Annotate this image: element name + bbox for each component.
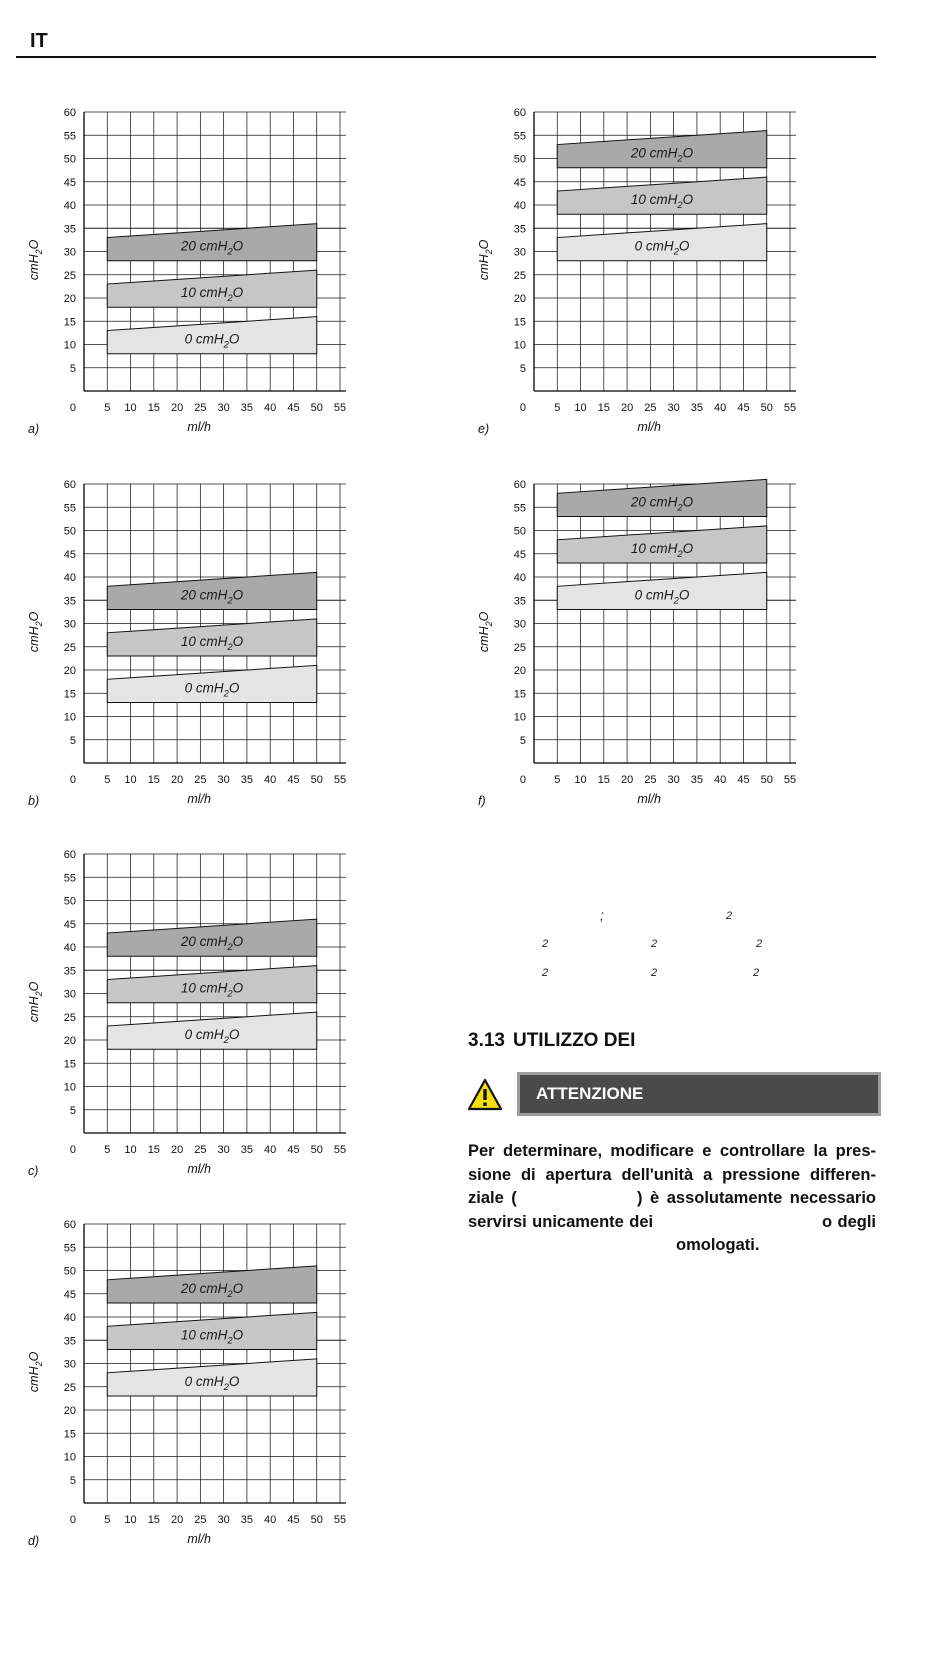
x-origin-label: 0 bbox=[519, 402, 526, 414]
y-axis-label: cmH$_2$O bbox=[477, 239, 494, 281]
band-label: 20 cmH$_2$O bbox=[180, 934, 244, 954]
y-tick-label: 45 bbox=[63, 1288, 76, 1301]
band-label: 0 cmH$_2$O bbox=[634, 587, 690, 607]
band-label: 0 cmH$_2$O bbox=[634, 238, 690, 258]
pressure-chart-b bbox=[22, 479, 372, 817]
band-label: 0 cmH$_2$O bbox=[184, 1373, 240, 1393]
y-tick-label: 30 bbox=[63, 618, 76, 631]
y-tick-label: 35 bbox=[63, 965, 76, 978]
y-tick-label: 45 bbox=[513, 176, 526, 189]
panel-label: f) bbox=[478, 794, 486, 808]
y-tick-label: 10 bbox=[513, 339, 526, 352]
panel-label: e) bbox=[478, 422, 490, 436]
x-tick-label: 40 bbox=[714, 774, 727, 786]
x-tick-label: 40 bbox=[714, 402, 727, 414]
stray-glyph: 2 bbox=[756, 938, 763, 950]
y-tick-label: 10 bbox=[513, 711, 526, 724]
x-tick-label: 35 bbox=[690, 774, 704, 786]
y-tick-label: 20 bbox=[63, 293, 76, 305]
y-tick-label: 40 bbox=[63, 1312, 76, 1324]
warning-body bbox=[468, 1140, 876, 1258]
y-tick-label: 20 bbox=[63, 665, 76, 677]
x-axis-label: ml/h bbox=[637, 420, 662, 434]
y-tick-label: 55 bbox=[513, 130, 526, 143]
x-origin-label: 0 bbox=[69, 1144, 76, 1156]
x-tick-label: 5 bbox=[104, 774, 111, 786]
y-tick-label: 50 bbox=[63, 1265, 76, 1278]
y-tick-label: 5 bbox=[519, 734, 526, 747]
y-tick-label: 40 bbox=[513, 572, 526, 584]
y-tick-label: 60 bbox=[63, 107, 76, 119]
y-tick-label: 55 bbox=[63, 502, 76, 515]
y-tick-label: 50 bbox=[63, 895, 76, 908]
y-tick-label: 40 bbox=[63, 942, 76, 954]
x-tick-label: 10 bbox=[574, 774, 587, 786]
x-tick-label: 20 bbox=[620, 774, 634, 786]
x-tick-label: 40 bbox=[264, 402, 277, 414]
y-tick-label: 10 bbox=[63, 711, 76, 724]
y-tick-label: 10 bbox=[63, 339, 76, 352]
x-axis-label: ml/h bbox=[187, 1162, 212, 1176]
x-tick-label: 10 bbox=[574, 402, 587, 414]
x-tick-label: 40 bbox=[264, 774, 277, 786]
y-tick-label: 5 bbox=[69, 1474, 76, 1487]
section-number: 3.13 bbox=[468, 1030, 505, 1051]
y-tick-label: 60 bbox=[513, 107, 526, 119]
warning-body-line: ziale ( ) è assolutamente necessario bbox=[468, 1189, 876, 1207]
stray-glyph: 2 bbox=[651, 938, 658, 950]
band-label: 20 cmH$_2$O bbox=[180, 1280, 244, 1300]
y-tick-label: 15 bbox=[63, 1428, 76, 1441]
stray-glyph: 2 bbox=[726, 910, 733, 922]
band-label: 20 cmH$_2$O bbox=[180, 587, 244, 607]
y-tick-label: 5 bbox=[69, 734, 76, 747]
x-tick-label: 35 bbox=[690, 402, 704, 414]
x-tick-label: 30 bbox=[217, 1514, 230, 1526]
language-tag: IT bbox=[30, 30, 48, 52]
x-tick-label: 50 bbox=[310, 774, 323, 786]
band-label: 10 cmH$_2$O bbox=[180, 633, 244, 653]
section-title: UTILIZZO DEI bbox=[512, 1030, 636, 1051]
x-tick-label: 45 bbox=[287, 1514, 300, 1526]
header-rule bbox=[16, 56, 876, 58]
y-tick-label: 25 bbox=[513, 269, 526, 282]
band-label: 20 cmH$_2$O bbox=[630, 494, 694, 514]
x-tick-label: 5 bbox=[104, 1514, 111, 1526]
y-tick-label: 50 bbox=[513, 525, 526, 538]
x-tick-label: 30 bbox=[667, 402, 680, 414]
pressure-chart-d bbox=[22, 1219, 372, 1557]
band-label: 10 cmH$_2$O bbox=[630, 540, 694, 560]
x-tick-label: 50 bbox=[310, 1144, 323, 1156]
x-tick-label: 50 bbox=[760, 774, 773, 786]
x-tick-label: 40 bbox=[264, 1144, 277, 1156]
x-origin-label: 0 bbox=[69, 774, 76, 786]
stray-glyph: 2 bbox=[651, 967, 658, 979]
x-tick-label: 30 bbox=[667, 774, 680, 786]
y-tick-label: 45 bbox=[63, 548, 76, 561]
pressure-chart-a bbox=[22, 107, 372, 445]
x-tick-label: 25 bbox=[194, 1144, 207, 1156]
x-tick-label: 30 bbox=[217, 774, 230, 786]
x-tick-label: 15 bbox=[147, 1144, 160, 1156]
y-tick-label: 35 bbox=[63, 223, 76, 236]
stray-glyph: ; bbox=[600, 907, 604, 923]
y-tick-label: 55 bbox=[63, 872, 76, 885]
warning-body-line: sione di apertura dell'unità a pressione differen- bbox=[468, 1165, 876, 1184]
y-tick-label: 25 bbox=[63, 1011, 76, 1024]
y-tick-label: 5 bbox=[69, 362, 76, 375]
stray-glyph: 2 bbox=[753, 967, 760, 979]
x-tick-label: 45 bbox=[287, 402, 300, 414]
x-tick-label: 55 bbox=[333, 402, 347, 414]
stray-glyph: 2 bbox=[542, 967, 549, 979]
x-tick-label: 55 bbox=[333, 1514, 347, 1526]
warning-body-line: omologati. bbox=[676, 1236, 760, 1254]
x-tick-label: 20 bbox=[170, 1514, 184, 1526]
y-tick-label: 25 bbox=[513, 641, 526, 654]
x-tick-label: 35 bbox=[240, 774, 254, 786]
band-label: 0 cmH$_2$O bbox=[184, 331, 240, 351]
warning-banner: ATTENZIONE bbox=[517, 1072, 881, 1116]
x-tick-label: 35 bbox=[240, 402, 254, 414]
y-tick-label: 40 bbox=[63, 572, 76, 584]
y-tick-label: 55 bbox=[63, 130, 76, 143]
y-tick-label: 60 bbox=[63, 479, 76, 491]
x-axis-label: ml/h bbox=[187, 792, 212, 806]
y-tick-label: 60 bbox=[63, 849, 76, 861]
y-axis-label: cmH$_2$O bbox=[27, 1351, 44, 1393]
y-tick-label: 20 bbox=[63, 1035, 76, 1047]
stray-glyph: 2 bbox=[542, 938, 549, 950]
y-tick-label: 40 bbox=[513, 200, 526, 212]
y-tick-label: 45 bbox=[513, 548, 526, 561]
y-axis-label: cmH$_2$O bbox=[27, 611, 44, 653]
y-axis-label: cmH$_2$O bbox=[27, 239, 44, 281]
x-tick-label: 10 bbox=[124, 1514, 137, 1526]
x-tick-label: 25 bbox=[194, 774, 207, 786]
y-tick-label: 15 bbox=[63, 688, 76, 701]
x-tick-label: 10 bbox=[124, 774, 137, 786]
x-tick-label: 35 bbox=[240, 1514, 254, 1526]
x-tick-label: 10 bbox=[124, 402, 137, 414]
pressure-chart-c bbox=[22, 849, 372, 1187]
x-tick-label: 45 bbox=[737, 774, 750, 786]
y-tick-label: 15 bbox=[63, 1058, 76, 1071]
band-label: 10 cmH$_2$O bbox=[180, 980, 244, 1000]
y-tick-label: 60 bbox=[63, 1219, 76, 1231]
y-axis-label: cmH$_2$O bbox=[27, 981, 44, 1023]
x-tick-label: 40 bbox=[264, 1514, 277, 1526]
x-axis-label: ml/h bbox=[187, 1532, 212, 1546]
y-tick-label: 30 bbox=[513, 246, 526, 259]
panel-label: c) bbox=[28, 1164, 39, 1178]
x-tick-label: 30 bbox=[217, 402, 230, 414]
y-tick-label: 5 bbox=[69, 1104, 76, 1117]
band-label: 10 cmH$_2$O bbox=[180, 285, 244, 305]
x-origin-label: 0 bbox=[69, 402, 76, 414]
y-tick-label: 40 bbox=[63, 200, 76, 212]
x-tick-label: 30 bbox=[217, 1144, 230, 1156]
y-tick-label: 30 bbox=[63, 246, 76, 259]
y-tick-label: 45 bbox=[63, 176, 76, 189]
y-tick-label: 35 bbox=[513, 595, 526, 608]
x-tick-label: 5 bbox=[554, 402, 561, 414]
y-axis-label: cmH$_2$O bbox=[477, 611, 494, 653]
y-tick-label: 55 bbox=[513, 502, 526, 515]
warning-body-line: servirsi unicamente dei o degli bbox=[468, 1212, 876, 1231]
band-label: 10 cmH$_2$O bbox=[630, 192, 694, 212]
y-tick-label: 50 bbox=[63, 153, 76, 166]
x-tick-label: 50 bbox=[760, 402, 773, 414]
x-tick-label: 55 bbox=[783, 402, 797, 414]
x-tick-label: 25 bbox=[644, 402, 657, 414]
x-tick-label: 35 bbox=[240, 1144, 254, 1156]
y-tick-label: 50 bbox=[63, 525, 76, 538]
y-tick-label: 55 bbox=[63, 1242, 76, 1255]
x-tick-label: 45 bbox=[287, 774, 300, 786]
x-tick-label: 45 bbox=[737, 402, 750, 414]
band-label: 20 cmH$_2$O bbox=[180, 238, 244, 258]
band-label: 10 cmH$_2$O bbox=[180, 1327, 244, 1347]
x-tick-label: 15 bbox=[147, 1514, 160, 1526]
x-tick-label: 10 bbox=[124, 1144, 137, 1156]
y-tick-label: 35 bbox=[513, 223, 526, 236]
x-tick-label: 20 bbox=[620, 402, 634, 414]
x-tick-label: 55 bbox=[333, 1144, 347, 1156]
section-heading bbox=[468, 1030, 635, 1052]
y-tick-label: 20 bbox=[63, 1405, 76, 1417]
panel-label: d) bbox=[28, 1534, 40, 1548]
x-axis-label: ml/h bbox=[187, 420, 212, 434]
x-origin-label: 0 bbox=[519, 774, 526, 786]
y-tick-label: 35 bbox=[63, 595, 76, 608]
y-tick-label: 30 bbox=[63, 1358, 76, 1371]
x-tick-label: 25 bbox=[194, 402, 207, 414]
x-tick-label: 20 bbox=[170, 1144, 184, 1156]
y-tick-label: 60 bbox=[513, 479, 526, 491]
y-tick-label: 20 bbox=[513, 665, 526, 677]
y-tick-label: 30 bbox=[513, 618, 526, 631]
y-tick-label: 10 bbox=[63, 1081, 76, 1094]
y-tick-label: 35 bbox=[63, 1335, 76, 1348]
warning-body-line: Per determinare, modificare e controllare la pres- bbox=[468, 1142, 876, 1160]
x-tick-label: 50 bbox=[310, 402, 323, 414]
x-tick-label: 5 bbox=[104, 1144, 111, 1156]
x-tick-label: 5 bbox=[554, 774, 561, 786]
y-tick-label: 20 bbox=[513, 293, 526, 305]
x-tick-label: 55 bbox=[333, 774, 347, 786]
y-tick-label: 30 bbox=[63, 988, 76, 1001]
x-tick-label: 15 bbox=[147, 402, 160, 414]
x-tick-label: 15 bbox=[597, 774, 610, 786]
x-origin-label: 0 bbox=[69, 1514, 76, 1526]
pressure-chart-f bbox=[472, 479, 822, 817]
x-tick-label: 25 bbox=[194, 1514, 207, 1526]
x-tick-label: 20 bbox=[170, 402, 184, 414]
band-label: 20 cmH$_2$O bbox=[630, 145, 694, 165]
y-tick-label: 50 bbox=[513, 153, 526, 166]
y-tick-label: 15 bbox=[513, 688, 526, 701]
x-tick-label: 5 bbox=[104, 402, 111, 414]
warning-triangle-icon bbox=[467, 1078, 503, 1112]
x-tick-label: 55 bbox=[783, 774, 797, 786]
pressure-chart-e bbox=[472, 107, 822, 445]
x-tick-label: 15 bbox=[597, 402, 610, 414]
x-tick-label: 15 bbox=[147, 774, 160, 786]
x-tick-label: 25 bbox=[644, 774, 657, 786]
y-tick-label: 45 bbox=[63, 918, 76, 931]
band-label: 0 cmH$_2$O bbox=[184, 1027, 240, 1047]
panel-label: b) bbox=[28, 794, 40, 808]
y-tick-label: 15 bbox=[63, 316, 76, 329]
x-tick-label: 50 bbox=[310, 1514, 323, 1526]
band-label: 0 cmH$_2$O bbox=[184, 680, 240, 700]
y-tick-label: 5 bbox=[519, 362, 526, 375]
panel-label: a) bbox=[28, 422, 40, 436]
x-tick-label: 45 bbox=[287, 1144, 300, 1156]
x-axis-label: ml/h bbox=[637, 792, 662, 806]
y-tick-label: 25 bbox=[63, 1381, 76, 1394]
x-tick-label: 20 bbox=[170, 774, 184, 786]
y-tick-label: 15 bbox=[513, 316, 526, 329]
y-tick-label: 25 bbox=[63, 269, 76, 282]
y-tick-label: 10 bbox=[63, 1451, 76, 1464]
y-tick-label: 25 bbox=[63, 641, 76, 654]
